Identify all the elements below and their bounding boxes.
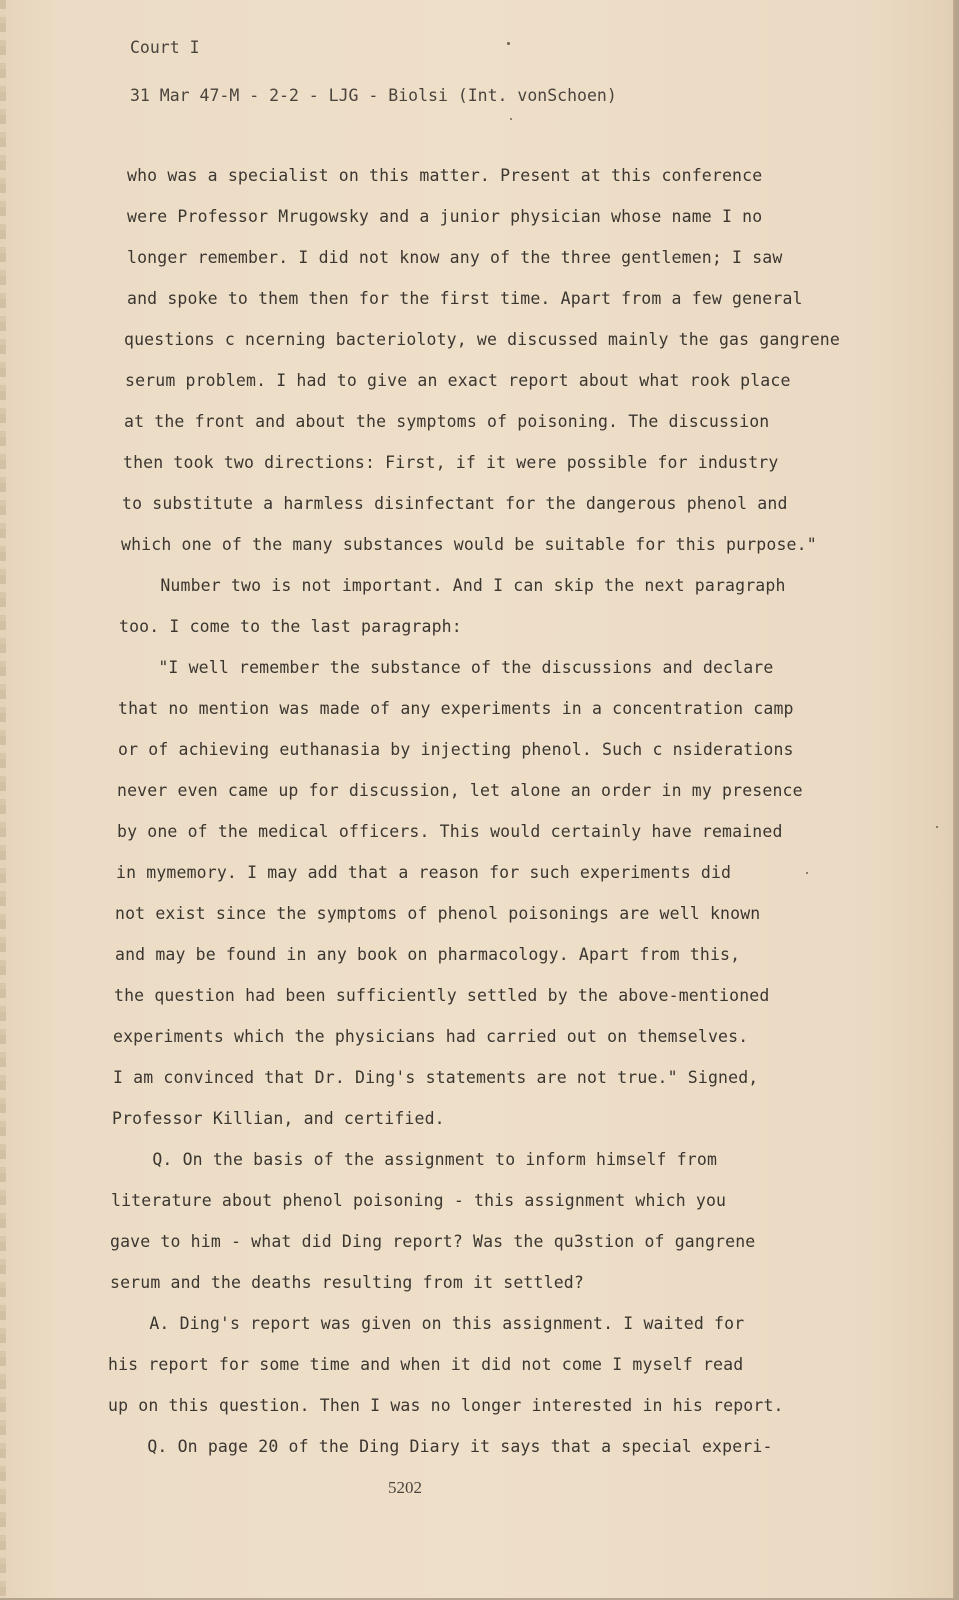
text-line: up on this question. Then I was no longer interested in his report. — [108, 1396, 784, 1415]
text-line: Professor Killian, and certified. — [112, 1109, 445, 1128]
text-line: never even came up for discussion, let alone an order in my presence — [117, 781, 803, 800]
text-line: not exist since the symptoms of phenol poisonings are well known — [115, 904, 761, 923]
text-line: A. Ding's report was given on this assignment. I waited for — [109, 1314, 745, 1333]
text-line: in mymemory. I may add that a reason for such experiments did — [116, 863, 732, 882]
text-line: Q. On the basis of the assignment to inform himself from — [112, 1150, 718, 1169]
text-line: to substitute a harmless disinfectant for the dangerous phenol and — [122, 494, 788, 513]
text-line: serum problem. I had to give an exact report about what rook place — [125, 371, 791, 390]
text-line: were Professor Mrugowsky and a junior physician whose name I no — [127, 207, 763, 226]
text-line: who was a specialist on this matter. Present at this conference — [127, 166, 763, 185]
text-line: his report for some time and when it did not come I myself read — [108, 1355, 744, 1374]
text-line: the question had been sufficiently settled by the above-mentioned — [114, 986, 770, 1005]
text-line: or of achieving euthanasia by injecting phenol. Such c nsiderations — [118, 740, 794, 759]
text-line: "I well remember the substance of the discussions and declare — [118, 658, 774, 677]
text-line: longer remember. I did not know any of the three gentlemen; I saw — [127, 248, 783, 267]
text-line: experiments which the physicians had carried out on themselves. — [113, 1027, 749, 1046]
text-line: serum and the deaths resulting from it settled? — [110, 1273, 584, 1292]
text-line: by one of the medical officers. This would certainly have remained — [117, 822, 783, 841]
text-line: and may be found in any book on pharmacology. Apart from this, — [115, 945, 741, 964]
document-header-line: 31 Mar 47-M - 2-2 - LJG - Biolsi (Int. vonSchoen) — [130, 86, 617, 105]
text-line: Q. On page 20 of the Ding Diary it says that a special experi- — [107, 1437, 773, 1456]
page-number: 5202 — [388, 1478, 422, 1497]
text-line: Number two is not important. And I can skip the next paragraph — [120, 576, 786, 595]
text-line: that no mention was made of any experiments in a concentration camp — [118, 699, 794, 718]
text-line: I am convinced that Dr. Ding's statements are not true." Signed, — [113, 1068, 759, 1087]
text-line: too. I come to the last paragraph: — [119, 617, 462, 636]
text-line: gave to him - what did Ding report? Was the qu3stion of gangrene — [110, 1232, 756, 1251]
punch-mark — [507, 42, 510, 45]
text-line: then took two directions: First, if it were possible for industry — [123, 453, 779, 472]
text-line: at the front and about the symptoms of poisoning. The discussion — [124, 412, 770, 431]
paper-speck — [806, 872, 808, 874]
punch-mark — [510, 118, 512, 120]
text-line: literature about phenol poisoning - this assignment which you — [111, 1191, 727, 1210]
court-label: Court I — [130, 38, 200, 57]
text-line: questions c ncerning bacterioloty, we discussed mainly the gas gangrene — [124, 330, 840, 349]
text-line: which one of the many substances would be suitable for this purpose." — [121, 535, 817, 554]
text-line: and spoke to them then for the first time. Apart from a few general — [127, 289, 803, 308]
paper-speck — [936, 826, 938, 828]
